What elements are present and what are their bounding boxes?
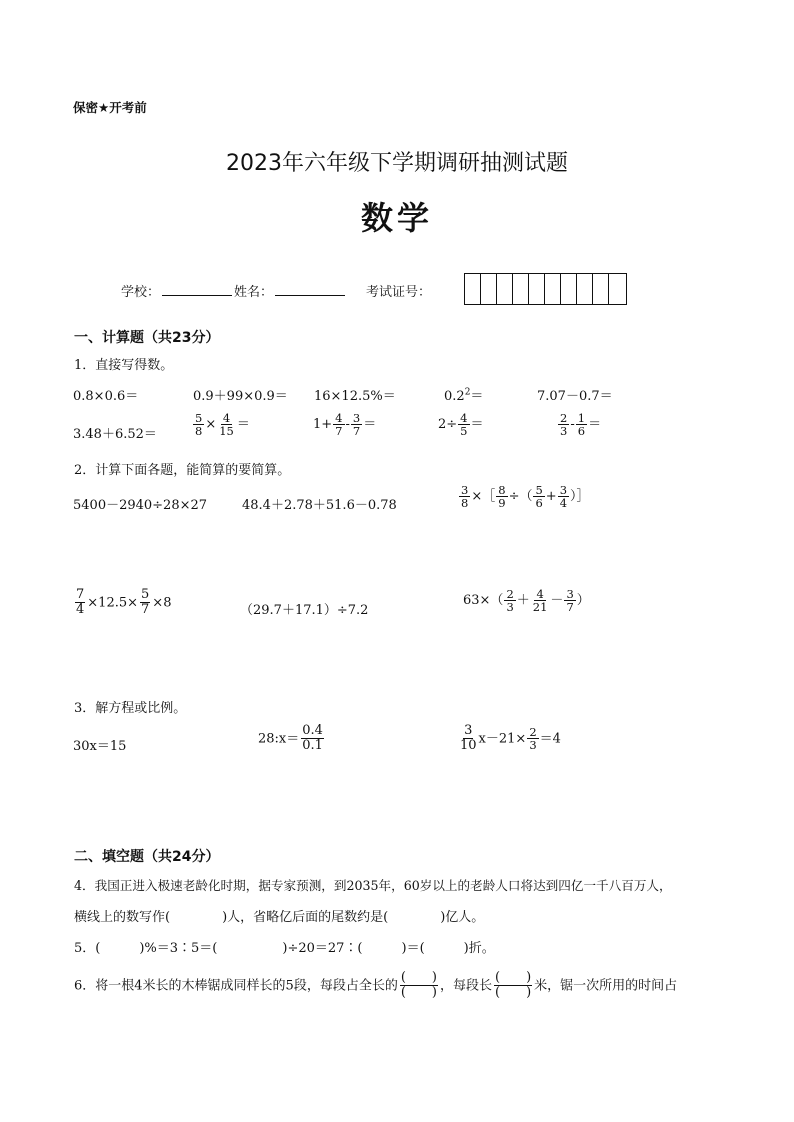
q2-label: 2．计算下面各题，能简算的要简算。 xyxy=(74,463,291,478)
q1-item: 2÷ $\frac{4}{5}$ ＝ xyxy=(438,411,484,439)
school-blank[interactable] xyxy=(162,283,232,296)
id-cell[interactable] xyxy=(593,274,609,304)
q2-item: （29.7＋17.1）÷7.2 xyxy=(240,603,369,618)
exam-id-label: 考试证号： xyxy=(366,285,432,300)
q5: 5．( )%＝3∶5＝( )÷20＝27∶( )＝( )折。 xyxy=(74,941,495,956)
q3-item: 28:x＝ $\frac{0.4}{0.1}$ xyxy=(258,723,323,754)
exam-title: 2023年六年级下学期调研抽测试题 xyxy=(226,151,568,176)
name-label: 姓名： xyxy=(234,285,274,300)
q1-item: $\frac{5}{8}$ × $\frac{4}{15}$ ＝ xyxy=(195,411,250,439)
school-label: 学校： xyxy=(121,285,161,300)
q1-label: 1．直接写得数。 xyxy=(74,358,174,373)
q4-line2: 横线上的数写作( )人，省略亿后面的尾数约是( )亿人。 xyxy=(74,910,485,925)
q2-item: 48.4＋2.78＋51.6－0.78 xyxy=(242,498,397,513)
id-cell[interactable] xyxy=(577,274,593,304)
id-cell[interactable] xyxy=(609,274,626,304)
id-cell[interactable] xyxy=(497,274,513,304)
q1-item: 3.48＋6.52＝ xyxy=(73,427,157,442)
q3-label: 3．解方程或比例。 xyxy=(74,701,187,716)
id-cell[interactable] xyxy=(481,274,497,304)
id-cell[interactable] xyxy=(545,274,561,304)
id-cell[interactable] xyxy=(561,274,577,304)
q1-item: $\frac{2}{3}$ - $\frac{1}{6}$ ＝ xyxy=(560,411,602,439)
confidential-label: 保密★开考前 xyxy=(73,100,147,115)
exam-id-grid[interactable] xyxy=(464,273,627,305)
q1-item: 16×12.5%＝ xyxy=(314,389,396,404)
q1-item: 1+ $\frac{4}{7}$ - $\frac{3}{7}$ ＝ xyxy=(313,411,377,439)
name-blank[interactable] xyxy=(275,283,345,296)
q6: 6．将一根4米长的木棒锯成同样长的5段，每段占全长的 $\frac{( )}{( )}$ ，每段长 $\frac{( )}{( )}$ 米，锯一次所用的时间占 xyxy=(74,970,678,1001)
id-cell[interactable] xyxy=(465,274,481,304)
q2-item: $\frac{7}{4}$ ×12.5× $\frac{5}{7}$ ×8 xyxy=(76,587,172,618)
q1-item: $0.2^2=$ xyxy=(444,387,484,404)
q3-item: $\frac{3}{10}$ x－21× $\frac{2}{3}$ ＝4 xyxy=(460,723,561,754)
q2-item: 63×（ $\frac{2}{3}$ ＋ $\frac{4}{21}$ － $\frac{3}{7}$ ） xyxy=(463,587,590,615)
subject-title: 数学 xyxy=(360,199,433,237)
school-field[interactable] xyxy=(121,281,347,300)
q1-item: 7.07－0.7＝ xyxy=(537,389,613,404)
section1-heading: 一、计算题（共23分） xyxy=(74,330,220,346)
id-cell[interactable] xyxy=(513,274,529,304)
q3-item: 30x＝15 xyxy=(73,739,127,754)
q4-line1: 4．我国正进入极速老龄化时期，据专家预测，到2035年，60岁以上的老龄人口将达到四亿一千八百万人， xyxy=(74,878,672,893)
section2-heading: 二、填空题（共24分） xyxy=(74,849,220,865)
id-cell[interactable] xyxy=(529,274,545,304)
q1-item: 0.8×0.6＝ xyxy=(73,389,139,404)
q2-item: $\frac{3}{8}$ ×［ $\frac{8}{9}$ ÷（ $\frac{5}{6}$ + $\frac{3}{4}$ ）］ xyxy=(461,483,590,511)
q2-item: 5400－2940÷28×27 xyxy=(73,498,208,513)
q1-item: 0.9＋99×0.9＝ xyxy=(193,389,288,404)
